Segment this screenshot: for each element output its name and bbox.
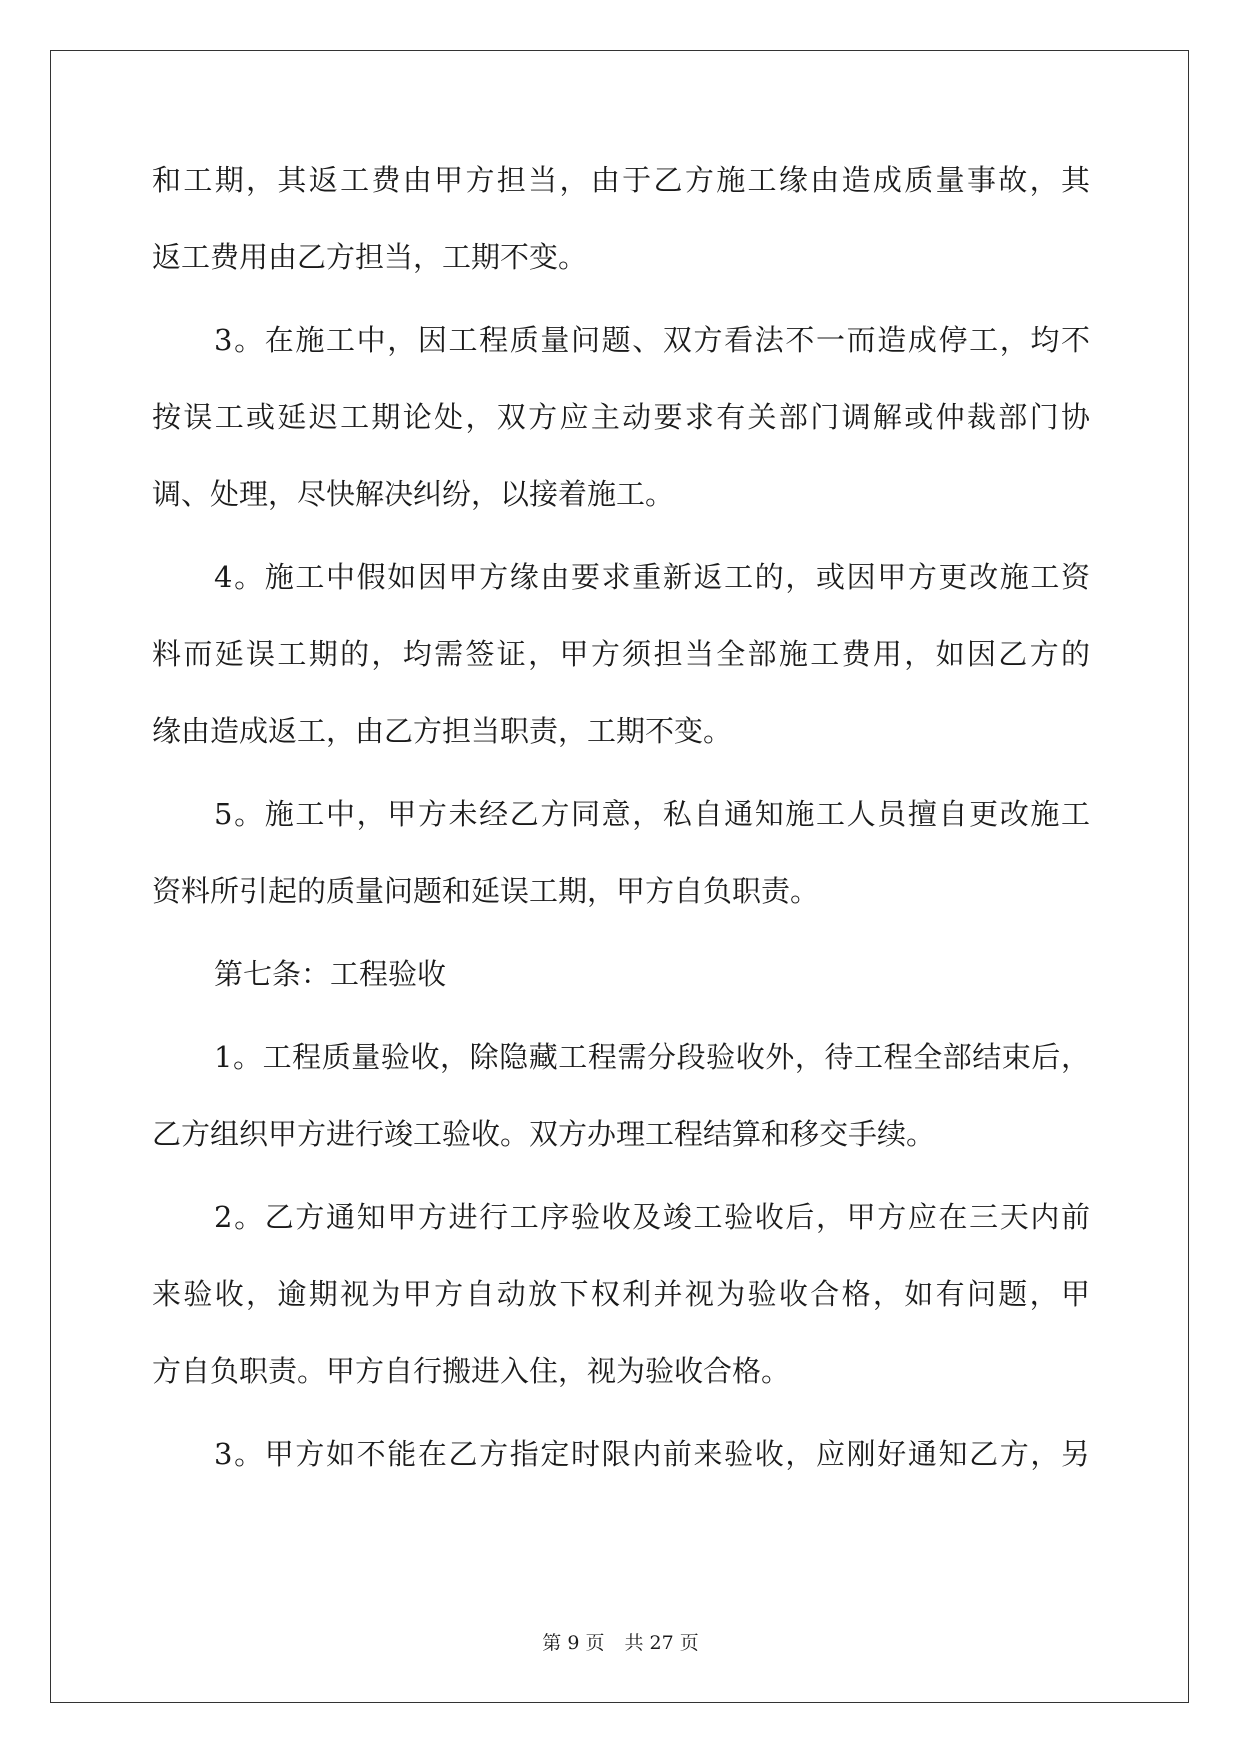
text-line: 调、处理，尽快解决纠纷，以接着施工。 [152, 477, 675, 511]
page-number: 第 9 页 [542, 1632, 605, 1654]
text-line: 5。施工中，甲方未经乙方同意，私自通知施工人员擅自更改施工 [214, 797, 1090, 831]
page-footer [0, 1631, 1241, 1655]
text-line: 2。乙方通知甲方进行工序验收及竣工验收后，甲方应在三天内前 [214, 1200, 1090, 1234]
text-line: 1。工程质量验收，除隐藏工程需分段验收外，待工程全部结束后， [214, 1040, 1090, 1074]
text-line: 4。施工中假如因甲方缘由要求重新返工的，或因甲方更改施工资 [214, 560, 1090, 594]
text-line: 返工费用由乙方担当，工期不变。 [152, 240, 588, 274]
page-total: 共 27 页 [624, 1632, 699, 1654]
section-heading: 第七条：工程验收 [214, 957, 447, 991]
text-line: 乙方组织甲方进行竣工验收。双方办理工程结算和移交手续。 [152, 1117, 936, 1151]
text-line: 3。甲方如不能在乙方指定时限内前来验收，应刚好通知乙方，另 [214, 1437, 1090, 1471]
text-line: 按误工或延迟工期论处，双方应主动要求有关部门调解或仲裁部门协 [152, 400, 1090, 434]
text-line: 缘由造成返工，由乙方担当职责，工期不变。 [152, 714, 733, 748]
text-line: 3。在施工中，因工程质量问题、双方看法不一而造成停工，均不 [214, 323, 1090, 357]
text-line: 资料所引起的质量问题和延误工期，甲方自负职责。 [152, 874, 820, 908]
text-line: 方自负职责。甲方自行搬进入住，视为验收合格。 [152, 1354, 791, 1388]
text-line: 料而延误工期的，均需签证，甲方须担当全部施工费用，如因乙方的 [152, 637, 1090, 671]
text-line: 来验收，逾期视为甲方自动放下权利并视为验收合格，如有问题，甲 [152, 1277, 1090, 1311]
text-line: 和工期，其返工费由甲方担当，由于乙方施工缘由造成质量事故，其 [152, 163, 1090, 197]
